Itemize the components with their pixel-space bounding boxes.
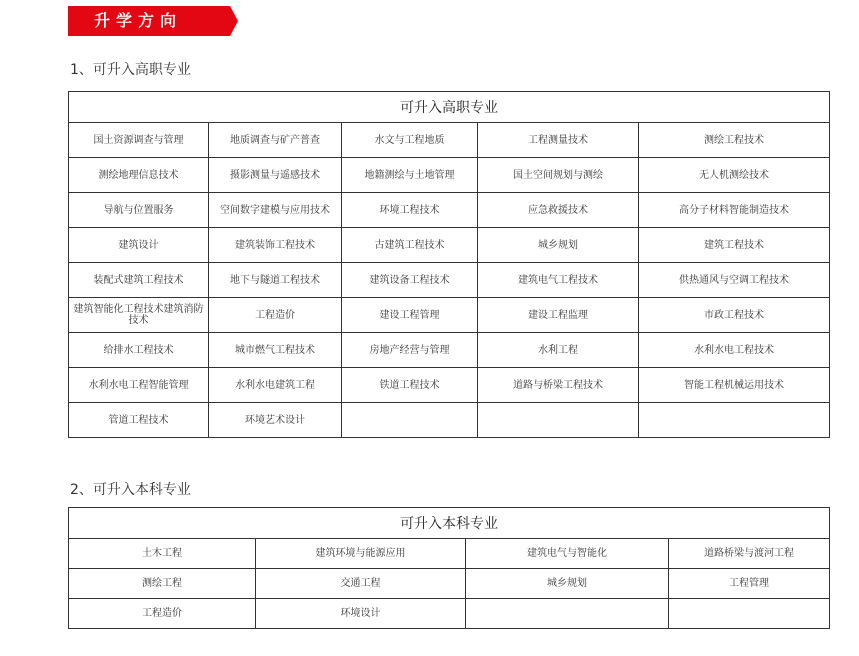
- major-cell: 工程测量技术: [478, 123, 639, 158]
- banner-title: 升学方向: [94, 11, 183, 30]
- major-cell: 建筑设计: [69, 228, 209, 263]
- major-cell: [466, 599, 669, 629]
- undergraduate-majors-table: [68, 507, 830, 629]
- major-cell: 土木工程: [69, 539, 256, 569]
- table-row: [69, 599, 830, 629]
- major-cell: 建筑环境与能源应用: [256, 539, 466, 569]
- table-row: [69, 569, 830, 599]
- major-cell: 建筑电气工程技术: [478, 263, 639, 298]
- major-cell: 建筑装饰工程技术: [209, 228, 342, 263]
- major-cell: 城乡规划: [466, 569, 669, 599]
- major-cell: 环境艺术设计: [209, 403, 342, 438]
- major-cell: 管道工程技术: [69, 403, 209, 438]
- major-cell: 高分子材料智能制造技术: [639, 193, 830, 228]
- major-cell: 摄影测量与遥感技术: [209, 158, 342, 193]
- major-cell: 建筑智能化工程技术建筑消防技术: [69, 298, 209, 333]
- table-row: [69, 403, 830, 438]
- major-cell: 智能工程机械运用技术: [639, 368, 830, 403]
- major-cell: 道路与桥梁工程技术: [478, 368, 639, 403]
- table-title: 可升入本科专业: [69, 508, 830, 539]
- major-cell: [669, 599, 830, 629]
- table-row: [69, 193, 830, 228]
- major-cell: 环境设计: [256, 599, 466, 629]
- major-cell: 装配式建筑工程技术: [69, 263, 209, 298]
- major-cell: 给排水工程技术: [69, 333, 209, 368]
- major-cell: 水利工程: [478, 333, 639, 368]
- major-cell: 无人机测绘技术: [639, 158, 830, 193]
- major-cell: 测绘工程: [69, 569, 256, 599]
- table-title: 可升入高职专业: [69, 92, 830, 123]
- major-cell: 建设工程监理: [478, 298, 639, 333]
- major-cell: 建筑电气与智能化: [466, 539, 669, 569]
- major-cell: 房地产经营与管理: [342, 333, 478, 368]
- major-cell: 测绘地理信息技术: [69, 158, 209, 193]
- major-cell: [478, 403, 639, 438]
- major-cell: 空间数字建模与应用技术: [209, 193, 342, 228]
- major-cell: 地籍测绘与土地管理: [342, 158, 478, 193]
- section-banner: [68, 6, 238, 36]
- major-cell: 环境工程技术: [342, 193, 478, 228]
- major-cell: 城市燃气工程技术: [209, 333, 342, 368]
- vocational-majors-table: [68, 91, 830, 438]
- table-row: [69, 539, 830, 569]
- table-row: [69, 123, 830, 158]
- section-heading-vocational: 1、可升入高职专业: [70, 62, 191, 78]
- section-heading-undergraduate: 2、可升入本科专业: [70, 482, 191, 498]
- major-cell: 水利水电工程技术: [639, 333, 830, 368]
- table-row: [69, 333, 830, 368]
- table-row: [69, 368, 830, 403]
- major-cell: 地质调查与矿产普查: [209, 123, 342, 158]
- major-cell: 工程造价: [209, 298, 342, 333]
- major-cell: [639, 403, 830, 438]
- major-cell: 建筑设备工程技术: [342, 263, 478, 298]
- major-cell: 导航与位置服务: [69, 193, 209, 228]
- table-row: [69, 298, 830, 333]
- major-cell: [342, 403, 478, 438]
- major-cell: 供热通风与空调工程技术: [639, 263, 830, 298]
- major-cell: 城乡规划: [478, 228, 639, 263]
- major-cell: 交通工程: [256, 569, 466, 599]
- table-row: [69, 158, 830, 193]
- major-cell: 建设工程管理: [342, 298, 478, 333]
- major-cell: 国土空间规划与测绘: [478, 158, 639, 193]
- major-cell: 市政工程技术: [639, 298, 830, 333]
- major-cell: 工程造价: [69, 599, 256, 629]
- major-cell: 地下与隧道工程技术: [209, 263, 342, 298]
- major-cell: 建筑工程技术: [639, 228, 830, 263]
- major-cell: 道路桥梁与渡河工程: [669, 539, 830, 569]
- table-row: [69, 263, 830, 298]
- major-cell: 古建筑工程技术: [342, 228, 478, 263]
- major-cell: 国土资源调查与管理: [69, 123, 209, 158]
- major-cell: 水利水电建筑工程: [209, 368, 342, 403]
- major-cell: 铁道工程技术: [342, 368, 478, 403]
- major-cell: 工程管理: [669, 569, 830, 599]
- major-cell: 水文与工程地质: [342, 123, 478, 158]
- major-cell: 测绘工程技术: [639, 123, 830, 158]
- major-cell: 水利水电工程智能管理: [69, 368, 209, 403]
- major-cell: 应急救援技术: [478, 193, 639, 228]
- table-row: [69, 228, 830, 263]
